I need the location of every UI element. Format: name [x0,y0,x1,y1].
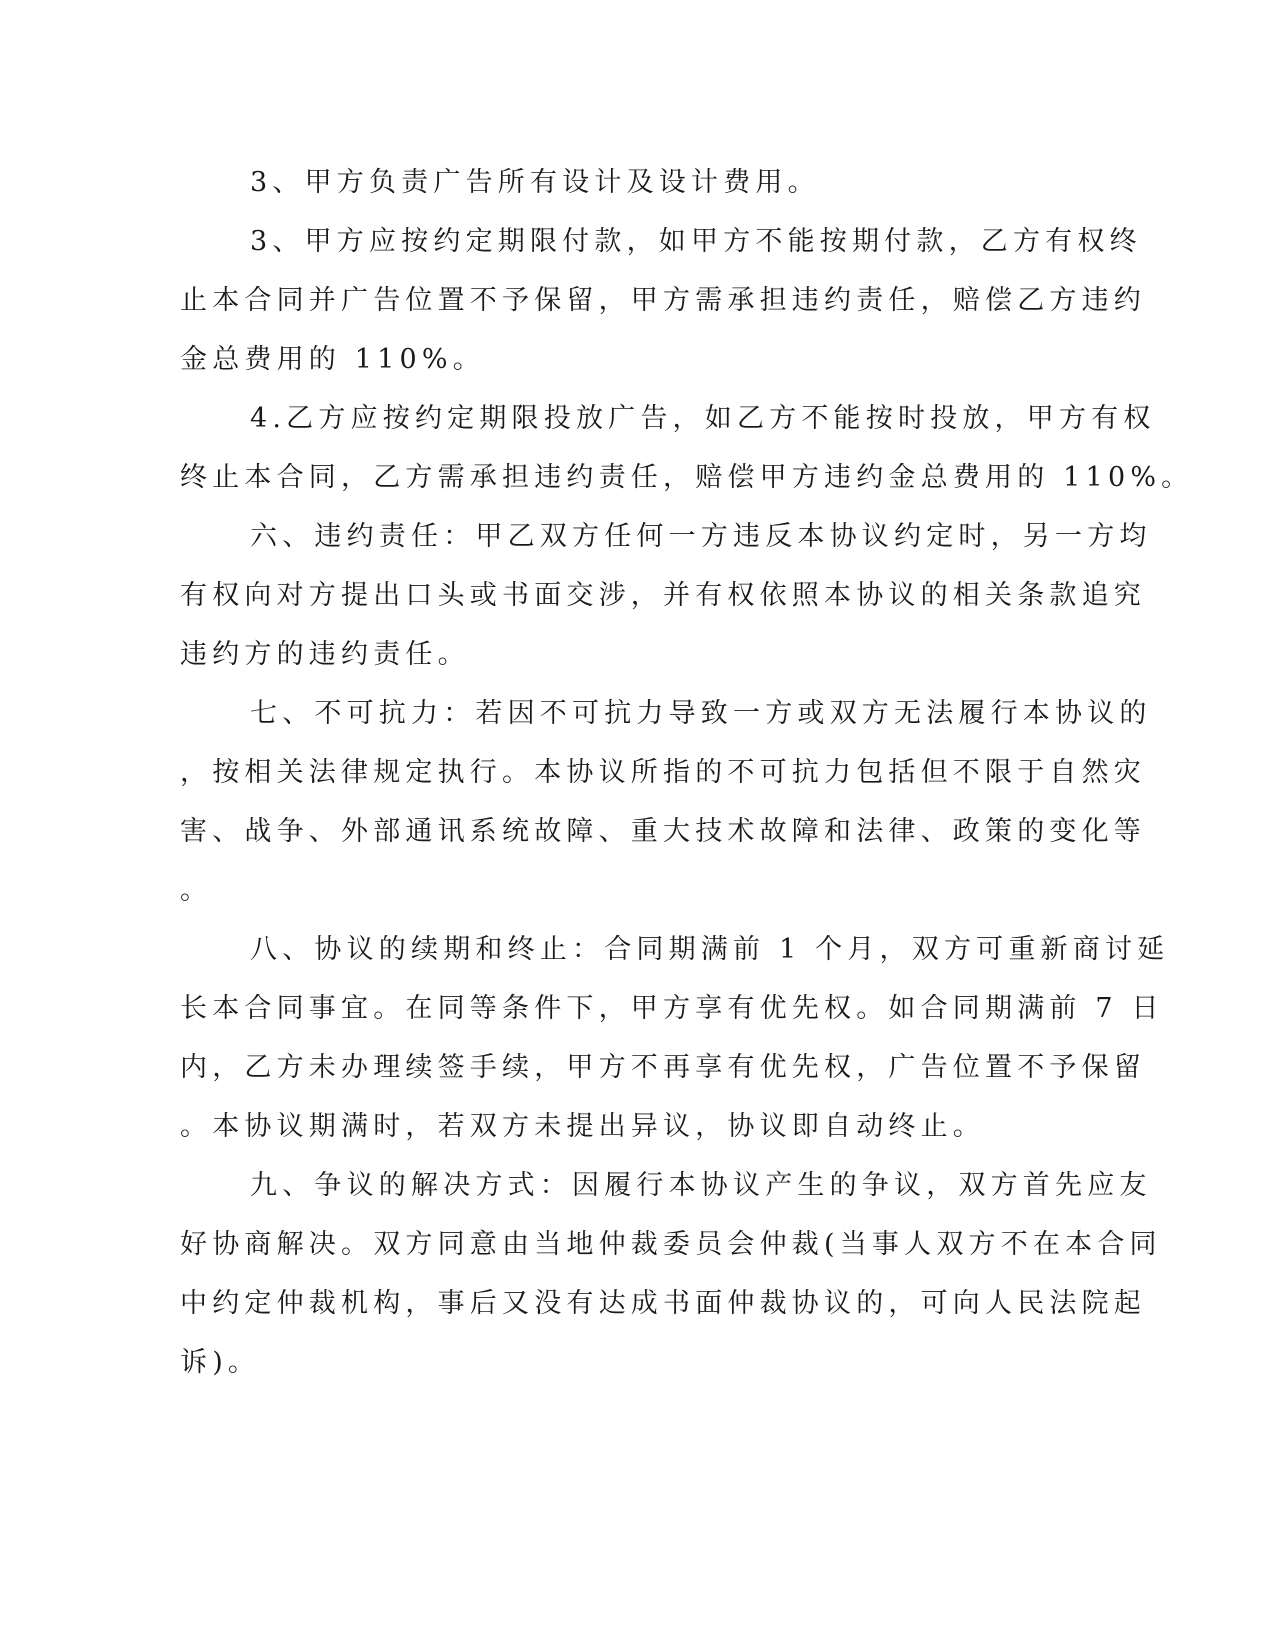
text-line: 内，乙方未办理续签手续，甲方不再享有优先权，广告位置不予保留 [180,1052,1146,1083]
text-line: 违约方的违约责任。 [180,639,470,670]
text-line: 。 [180,875,213,906]
text-line: 金总费用的 110%。 [180,344,485,375]
text-line: 有权向对方提出口头或书面交涉，并有权依照本协议的相关条款追究 [180,580,1146,611]
text-line: 八、协议的续期和终止：合同期满前 1 个月，双方可重新商讨延 [250,934,1170,965]
text-line: 终止本合同，乙方需承担违约责任，赔偿甲方违约金总费用的 110%。 [180,462,1194,493]
text-line: 。本协议期满时，若双方未提出异议，协议即自动终止。 [180,1111,985,1142]
text-line: 九、争议的解决方式：因履行本协议产生的争议，双方首先应友 [250,1170,1152,1201]
text-line: ，按相关法律规定执行。本协议所指的不可抗力包括但不限于自然灾 [180,757,1146,788]
text-line: 七、不可抗力：若因不可抗力导致一方或双方无法履行本协议的 [250,698,1152,729]
text-line: 诉)。 [180,1347,261,1378]
text-line: 3、甲方应按约定期限付款，如甲方不能按期付款，乙方有权终 [250,226,1142,257]
text-line: 中约定仲裁机构，事后又没有达成书面仲裁协议的，可向人民法院起 [180,1288,1146,1319]
text-line: 3、甲方负责广告所有设计及设计费用。 [250,167,820,198]
text-line: 六、违约责任：甲乙双方任何一方违反本协议约定时，另一方均 [250,521,1152,552]
text-line: 4.乙方应按约定期限投放广告，如乙方不能按时投放，甲方有权 [250,403,1156,434]
text-line: 长本合同事宜。在同等条件下，甲方享有优先权。如合同期满前 7 日 [180,993,1164,1024]
text-line: 止本合同并广告位置不予保留，甲方需承担违约责任，赔偿乙方违约 [180,285,1146,316]
text-line: 害、战争、外部通讯系统故障、重大技术故障和法律、政策的变化等 [180,816,1146,847]
text-line: 好协商解决。双方同意由当地仲裁委员会仲裁(当事人双方不在本合同 [180,1229,1162,1260]
